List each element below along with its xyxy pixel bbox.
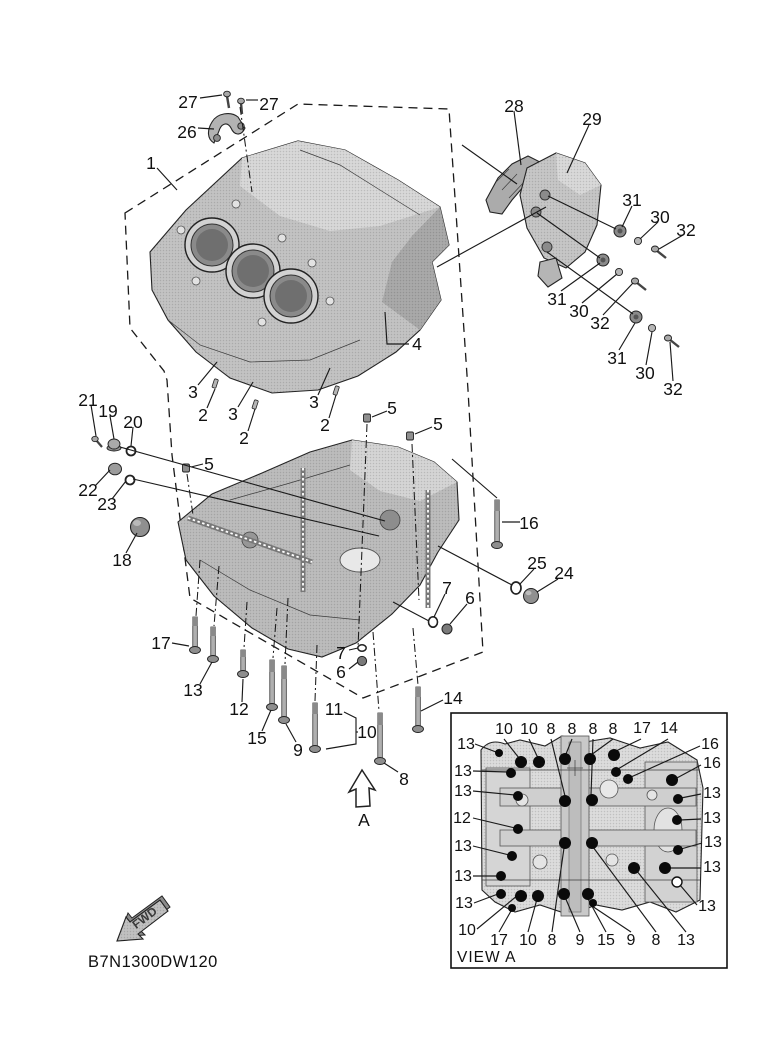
grommet-31-a xyxy=(614,225,626,237)
inset-callout-13: 13 xyxy=(703,785,721,802)
bracket-26-illustration xyxy=(208,114,245,143)
callout-25: 25 xyxy=(527,553,547,573)
washer-7-left xyxy=(358,645,366,651)
callout-22: 22 xyxy=(78,480,98,500)
bolt-27-a xyxy=(224,91,231,108)
callout-3: 3 xyxy=(228,404,238,424)
view-direction-arrow xyxy=(349,770,375,830)
inset-callout-14: 14 xyxy=(660,720,678,737)
inset-callout-13: 13 xyxy=(703,810,721,827)
callout-10: 10 xyxy=(357,722,377,742)
inset-callout-13: 13 xyxy=(454,763,472,780)
inset-callout-9: 9 xyxy=(626,932,636,949)
bolt-15 xyxy=(267,660,278,711)
callout-7: 7 xyxy=(336,643,346,663)
bolt-32-a xyxy=(651,246,666,258)
callout-16: 16 xyxy=(519,513,539,533)
callout-4: 4 xyxy=(412,334,422,354)
callout-9: 9 xyxy=(293,740,303,760)
inset-callout-13: 13 xyxy=(455,895,473,912)
callout-32: 32 xyxy=(676,220,696,240)
callout-5: 5 xyxy=(433,414,443,434)
callout-12: 12 xyxy=(229,699,249,719)
callout-21: 21 xyxy=(78,390,98,410)
bolt-17 xyxy=(190,617,201,654)
dowel-pin-2-a xyxy=(212,379,219,389)
inset-callout-13: 13 xyxy=(704,834,722,851)
callout-5: 5 xyxy=(387,398,397,418)
inset-callout-9: 9 xyxy=(575,932,585,949)
inset-callout-10: 10 xyxy=(519,932,537,949)
callout-18: 18 xyxy=(112,550,132,570)
diagram-code: B7N1300DW120 xyxy=(88,953,218,971)
callout-17: 17 xyxy=(151,633,171,653)
callout-29: 29 xyxy=(582,109,602,129)
inset-callout-8: 8 xyxy=(651,932,661,949)
lower-crankcase-illustration xyxy=(178,440,459,657)
dowel-pin-2-b xyxy=(252,400,259,410)
inset-callout-13: 13 xyxy=(457,736,475,753)
inset-callout-10: 10 xyxy=(520,721,538,738)
o-ring-23 xyxy=(126,476,135,485)
callout-6: 6 xyxy=(465,588,475,608)
callout-30: 30 xyxy=(650,207,670,227)
inset-callout-8: 8 xyxy=(608,721,618,738)
callout-28: 28 xyxy=(504,96,524,116)
bolt-12 xyxy=(238,650,249,678)
callout-26: 26 xyxy=(177,122,197,142)
nut-6-left xyxy=(357,656,366,665)
inset-callout-8: 8 xyxy=(547,932,557,949)
inset-callout-17: 17 xyxy=(633,720,651,737)
inset-callout-16: 16 xyxy=(701,736,719,753)
callout-15: 15 xyxy=(247,728,267,748)
nut-6-right xyxy=(442,624,452,634)
view-a-inset xyxy=(451,713,727,968)
callout-30: 30 xyxy=(635,363,655,383)
inset-callout-13: 13 xyxy=(454,783,472,800)
view-arrow-label: A xyxy=(358,810,370,830)
plug-19 xyxy=(107,439,121,451)
cover-29-illustration xyxy=(520,153,601,287)
inset-callout-13: 13 xyxy=(703,859,721,876)
bolt-21 xyxy=(92,436,102,447)
callout-8: 8 xyxy=(399,769,409,789)
bolt-14 xyxy=(413,687,424,733)
fwd-arrow xyxy=(117,896,170,941)
o-ring-25 xyxy=(511,582,521,594)
callout-1: 1 xyxy=(146,153,156,173)
callout-6: 6 xyxy=(336,662,346,682)
callout-3: 3 xyxy=(309,392,319,412)
bolt-16 xyxy=(492,500,503,549)
inset-callout-12: 12 xyxy=(453,810,471,827)
inset-callout-13: 13 xyxy=(698,898,716,915)
plug-18 xyxy=(131,518,150,537)
fwd-label: FWD xyxy=(129,903,160,932)
plug-24 xyxy=(524,589,539,604)
plug-22 xyxy=(109,463,122,475)
callout-19: 19 xyxy=(98,401,118,421)
upper-crankcase-illustration xyxy=(150,141,449,393)
callout-13: 13 xyxy=(183,680,203,700)
inset-callout-13: 13 xyxy=(454,838,472,855)
callout-31: 31 xyxy=(547,289,567,309)
inset-callout-10: 10 xyxy=(495,721,513,738)
callout-32: 32 xyxy=(663,379,683,399)
inset-callout-13: 13 xyxy=(454,868,472,885)
o-ring-7-right xyxy=(429,617,438,627)
inset-callout-15: 15 xyxy=(597,932,615,949)
callout-2: 2 xyxy=(198,405,208,425)
inset-callout-16: 16 xyxy=(703,755,721,772)
callout-27: 27 xyxy=(178,92,198,112)
callout-31: 31 xyxy=(622,190,642,210)
callout-30: 30 xyxy=(569,301,589,321)
inset-callout-10: 10 xyxy=(458,922,476,939)
bolt-32-b xyxy=(631,278,646,290)
stud-bolt-5-a xyxy=(364,414,371,422)
callout-27: 27 xyxy=(259,94,279,114)
inset-callout-8: 8 xyxy=(588,721,598,738)
callout-24: 24 xyxy=(554,563,574,583)
inset-callout-8: 8 xyxy=(546,721,556,738)
callout-20: 20 xyxy=(123,412,143,432)
callout-2: 2 xyxy=(320,415,330,435)
bolt-9 xyxy=(279,666,290,724)
bolt-10-11 xyxy=(310,703,321,753)
callout-7: 7 xyxy=(442,578,452,598)
inset-callout-13: 13 xyxy=(677,932,695,949)
stud-bolt-5-b xyxy=(407,432,414,440)
callout-2: 2 xyxy=(239,428,249,448)
callout-32: 32 xyxy=(590,313,610,333)
callout-11: 11 xyxy=(324,699,344,719)
callout-31: 31 xyxy=(607,348,627,368)
inset-callout-17: 17 xyxy=(490,932,508,949)
callout-23: 23 xyxy=(97,494,117,514)
callout-14: 14 xyxy=(443,688,463,708)
dowel-pin-2-c xyxy=(333,386,340,396)
bolt-32-c xyxy=(664,335,679,347)
callout-3: 3 xyxy=(188,382,198,402)
callout-5: 5 xyxy=(204,454,214,474)
view-a-title: VIEW A xyxy=(457,949,517,966)
collar-30-c xyxy=(648,324,655,331)
bolt-13 xyxy=(208,627,219,663)
inset-callout-8: 8 xyxy=(567,721,577,738)
